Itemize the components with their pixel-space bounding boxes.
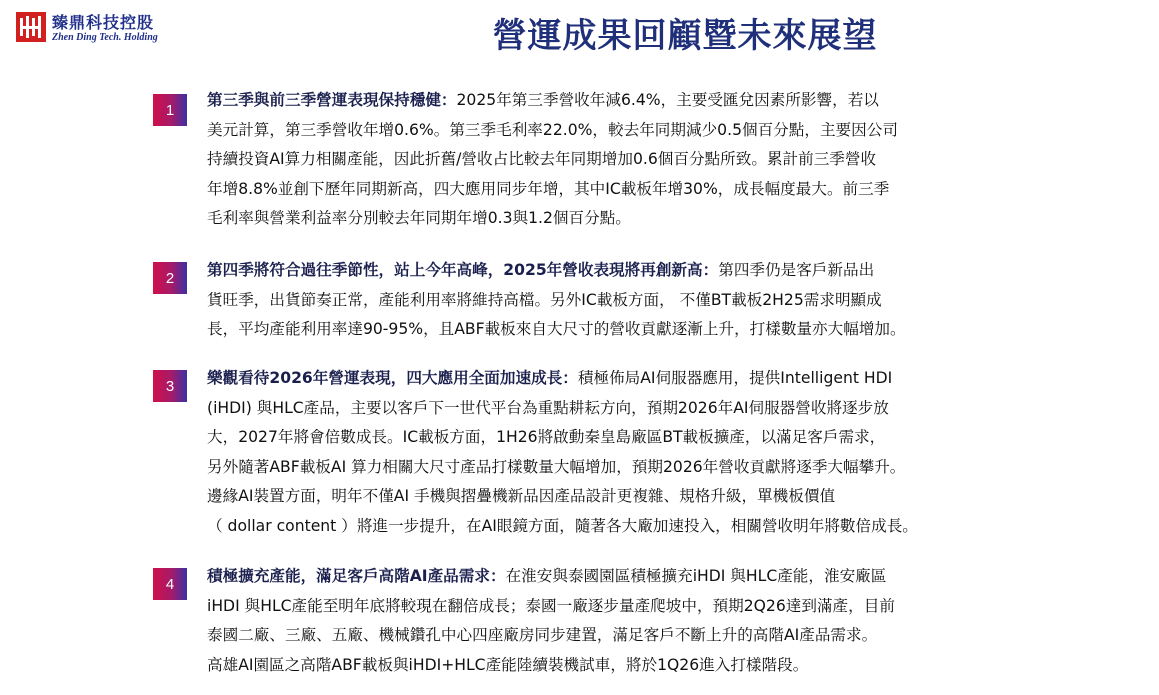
paragraph-line <box>207 86 1137 116</box>
paragraph-line: （ dollar content ）將進一步提升，在AI眼鏡方面，隨著各大廠加速投入，相關營收明年將數倍成長。 <box>207 516 918 535</box>
line-text: 在淮安與泰國園區積極擴充iHDI 與HLC產能，淮安廠區 <box>505 567 887 585</box>
paragraph-line: 泰國二廠、三廠、五廠、機械鑽孔中心四座廠房同步建置，滿足客戶不斷上升的高階AI產品需求。 <box>207 626 878 645</box>
item-number-badge: 3 <box>153 370 187 402</box>
line-text: 積極佈局AI伺服器應用，提供Intelligent HDI <box>577 369 893 387</box>
item-heading: 積極擴充產能，滿足客戶高階AI產品需求： <box>207 567 506 585</box>
paragraph-line: 大，2027年將會倍數成長。IC載板方面，1H26將啟動秦皇島廠區BT載板擴產，以滿足客戶需求， <box>207 428 886 447</box>
paragraph-line: 邊緣AI裝置方面，明年不僅AI 手機與摺疊機新品因產品設計更複雜、規格升級，單機板價值 <box>207 487 836 506</box>
line-text: 第四季仍是客戶新品出 <box>718 261 875 279</box>
item-paragraph <box>207 256 1137 345</box>
item-heading: 第三季與前三季營運表現保持穩健： <box>207 91 457 109</box>
item-heading: 樂觀看待2026年營運表現，四大應用全面加速成長： <box>207 369 578 387</box>
item-heading: 第四季將符合過往季節性，站上今年高峰，2025年營收表現將再創新高： <box>207 261 719 279</box>
paragraph-line: 年增8.8%並創下歷年同期新高，四大應用同步年增，其中IC載板年增30%，成長幅度最大。前三季 <box>207 179 890 198</box>
item-paragraph <box>207 364 1137 542</box>
paragraph-line: 貨旺季，出貨節奏正常，產能利用率將維持高檔。另外IC載板方面， 不僅BT載板2H25需求明顯成 <box>207 290 882 309</box>
paragraph-line: 美元計算，第三季營收年增0.6%。第三季毛利率22.0%，較去年同期減少0.5個百分點，主要因公司 <box>207 120 898 139</box>
item-number-badge: 1 <box>153 94 187 126</box>
item-number-badge: 2 <box>153 262 187 294</box>
paragraph-line: 毛利率與營業利益率分別較去年同期年增0.3與1.2個百分點。 <box>207 209 631 228</box>
paragraph-line: (iHDI) 與HLC產品，主要以客戶下一世代平台為重點耕耘方向，預期2026年AI伺服器營收將逐步放 <box>207 398 889 417</box>
paragraph-line: 長，平均產能利用率達90-95%，且ABF載板來自大尺寸的營收貢獻逐漸上升，打樣數量亦大幅增加。 <box>207 320 906 339</box>
paragraph-line <box>207 562 1137 592</box>
logo-mark-icon <box>16 12 46 42</box>
paragraph-line: iHDI 與HLC產能至明年底將較現在翻倍成長；泰國一廠逐步量產爬坡中，預期2Q26達到滿產，目前 <box>207 596 895 615</box>
item-paragraph <box>207 562 1137 680</box>
paragraph-line <box>207 364 1137 394</box>
item-paragraph <box>207 86 1137 234</box>
paragraph-line: 另外隨著ABF載板AI 算力相關大尺寸產品打樣數量大幅增加，預期2026年營收貢獻將逐季大幅攀升。 <box>207 457 906 476</box>
logo-chinese-name: 臻鼎科技控股 <box>52 13 155 32</box>
paragraph-line <box>207 256 1137 286</box>
logo-english-name: Zhen Ding Tech. Holding <box>52 32 158 43</box>
item-number-badge: 4 <box>153 568 187 600</box>
company-logo <box>16 10 196 50</box>
paragraph-line: 持續投資AI算力相關產能，因此折舊/營收占比較去年同期增加0.6個百分點所致。累計前三季營收 <box>207 150 877 169</box>
line-text: 2025年第三季營收年減6.4%，主要受匯兌因素所影響，若以 <box>456 91 879 109</box>
paragraph-line: 高雄AI園區之高階ABF載板與iHDI+HLC產能陸續裝機試車，將於1Q26進入打樣階段。 <box>207 655 809 674</box>
page-title: 營運成果回顧暨未來展望 <box>492 16 878 56</box>
